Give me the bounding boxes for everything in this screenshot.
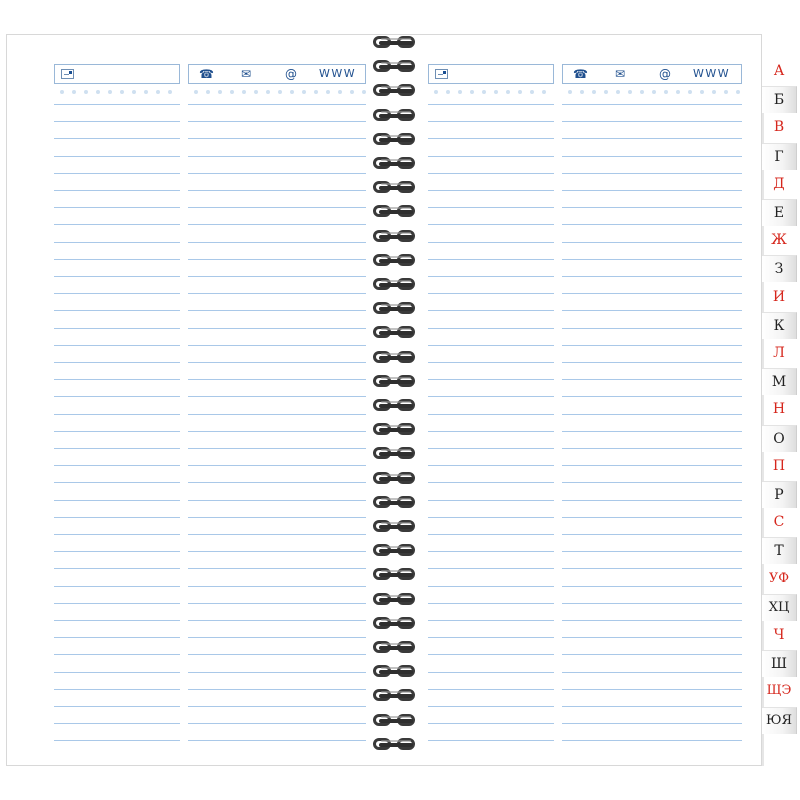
- left-name-header: [54, 64, 180, 84]
- rule-line: [54, 224, 180, 225]
- rule-line: [188, 156, 366, 157]
- rule-line: [428, 586, 554, 587]
- spiral-ring: [373, 60, 419, 74]
- rule-line: [54, 310, 180, 311]
- rule-line: [428, 740, 554, 741]
- dot: [434, 90, 438, 94]
- rule-line: [562, 156, 742, 157]
- rule-line: [188, 431, 366, 432]
- rule-line: [562, 482, 742, 483]
- rule-line: [428, 259, 554, 260]
- spiral-ring: [373, 351, 419, 365]
- rule-line: [188, 637, 366, 638]
- rule-line: [428, 637, 554, 638]
- rule-line: [188, 242, 366, 243]
- tab-19[interactable]: УФ: [768, 571, 790, 586]
- dot: [494, 90, 498, 94]
- rule-line: [562, 328, 742, 329]
- rule-line: [54, 500, 180, 501]
- rule-line: [54, 396, 180, 397]
- rule-line: [54, 431, 180, 432]
- tab-15[interactable]: П: [772, 458, 786, 474]
- name-card-icon: [435, 69, 448, 79]
- dot: [700, 90, 704, 94]
- dot: [604, 90, 608, 94]
- dot: [350, 90, 354, 94]
- rule-line: [188, 448, 366, 449]
- rule-line: [562, 310, 742, 311]
- rule-line: [188, 723, 366, 724]
- tab-6[interactable]: Е: [762, 199, 797, 226]
- rule-line: [54, 568, 180, 569]
- dot: [326, 90, 330, 94]
- dot: [482, 90, 486, 94]
- rule-line: [54, 586, 180, 587]
- dot: [506, 90, 510, 94]
- spiral-ring: [373, 617, 419, 631]
- rule-line: [188, 654, 366, 655]
- spiral-ring: [373, 278, 419, 292]
- rule-line: [428, 104, 554, 105]
- rule-line: [188, 706, 366, 707]
- tab-14[interactable]: О: [762, 425, 797, 452]
- rule-line: [188, 190, 366, 191]
- rule-line: [562, 637, 742, 638]
- rule-line: [188, 138, 366, 139]
- dot: [530, 90, 534, 94]
- dot: [724, 90, 728, 94]
- left-name-dots: [58, 90, 180, 96]
- rule-line: [562, 414, 742, 415]
- dot: [688, 90, 692, 94]
- dot: [254, 90, 258, 94]
- tab-21[interactable]: Ч: [773, 627, 785, 643]
- rule-line: [428, 414, 554, 415]
- rule-line: [54, 465, 180, 466]
- name-card-icon: [61, 69, 74, 79]
- dot: [640, 90, 644, 94]
- spiral-ring: [373, 568, 419, 582]
- left-contact-header: [188, 64, 366, 84]
- rule-line: [188, 672, 366, 673]
- rule-line: [562, 517, 742, 518]
- rule-line: [428, 224, 554, 225]
- rule-line: [428, 173, 554, 174]
- spiral-ring: [373, 84, 419, 98]
- tab-11[interactable]: Л: [773, 345, 785, 361]
- rule-line: [562, 173, 742, 174]
- rule-line: [54, 173, 180, 174]
- tab-23[interactable]: ЩЭ: [766, 683, 792, 698]
- rule-line: [428, 156, 554, 157]
- rule-line: [428, 345, 554, 346]
- spiral-ring: [373, 157, 419, 171]
- rule-line: [562, 293, 742, 294]
- rule-line: [188, 379, 366, 380]
- rule-line: [54, 620, 180, 621]
- rule-line: [54, 517, 180, 518]
- spiral-ring: [373, 593, 419, 607]
- www-label: WWW: [693, 67, 731, 80]
- rule-line: [54, 379, 180, 380]
- rule-line: [428, 706, 554, 707]
- spiral-ring: [373, 641, 419, 655]
- spiral-ring: [373, 326, 419, 340]
- tab-1[interactable]: А: [773, 63, 785, 79]
- dot: [616, 90, 620, 94]
- spiral-ring: [373, 254, 419, 268]
- at-icon: @: [659, 67, 671, 81]
- rule-line: [188, 276, 366, 277]
- dot: [72, 90, 76, 94]
- rule-line: [188, 121, 366, 122]
- dot: [518, 90, 522, 94]
- rule-line: [428, 362, 554, 363]
- www-label: WWW: [319, 67, 357, 80]
- spiral-ring: [373, 520, 419, 534]
- rule-line: [428, 465, 554, 466]
- rule-line: [54, 259, 180, 260]
- spiral-ring: [373, 496, 419, 510]
- dot: [132, 90, 136, 94]
- rule-line: [428, 568, 554, 569]
- rule-line: [428, 396, 554, 397]
- spiral-ring: [373, 230, 419, 244]
- rule-line: [188, 173, 366, 174]
- rule-line: [188, 414, 366, 415]
- rule-line: [54, 551, 180, 552]
- dot: [278, 90, 282, 94]
- dot: [458, 90, 462, 94]
- dot: [242, 90, 246, 94]
- dot: [84, 90, 88, 94]
- rule-line: [428, 500, 554, 501]
- tab-22[interactable]: Ш: [762, 650, 797, 677]
- rule-line: [188, 500, 366, 501]
- spiral-ring: [373, 738, 419, 752]
- right-name-header: [428, 64, 554, 84]
- rule-line: [562, 568, 742, 569]
- rule-line: [54, 482, 180, 483]
- rule-line: [562, 706, 742, 707]
- right-name-dots: [432, 90, 554, 96]
- tab-4[interactable]: Г: [762, 143, 797, 170]
- rule-line: [54, 121, 180, 122]
- rule-line: [562, 431, 742, 432]
- rule-line: [188, 551, 366, 552]
- spiral-ring: [373, 399, 419, 413]
- tab-5[interactable]: Д: [773, 176, 785, 192]
- rule-line: [188, 517, 366, 518]
- rule-line: [188, 345, 366, 346]
- rule-line: [562, 534, 742, 535]
- dot: [592, 90, 596, 94]
- dot: [266, 90, 270, 94]
- rule-line: [188, 293, 366, 294]
- dot: [664, 90, 668, 94]
- tab-24[interactable]: ЮЯ: [762, 707, 797, 734]
- rule-line: [188, 586, 366, 587]
- rule-line: [562, 104, 742, 105]
- dot: [302, 90, 306, 94]
- rule-line: [428, 138, 554, 139]
- dot: [230, 90, 234, 94]
- rule-line: [54, 637, 180, 638]
- rule-line: [428, 242, 554, 243]
- tab-20[interactable]: ХЦ: [762, 594, 797, 621]
- rule-line: [562, 654, 742, 655]
- spiral-ring: [373, 205, 419, 219]
- rule-line: [562, 345, 742, 346]
- rule-line: [562, 276, 742, 277]
- rule-line: [562, 207, 742, 208]
- dot: [108, 90, 112, 94]
- spiral-ring: [373, 689, 419, 703]
- rule-line: [562, 379, 742, 380]
- rule-line: [54, 138, 180, 139]
- rule-line: [562, 551, 742, 552]
- rule-line: [562, 448, 742, 449]
- tab-2[interactable]: Б: [762, 86, 797, 113]
- rule-line: [428, 276, 554, 277]
- rule-line: [428, 207, 554, 208]
- rule-line: [188, 362, 366, 363]
- spiral-ring: [373, 544, 419, 558]
- rule-line: [428, 190, 554, 191]
- rule-line: [562, 500, 742, 501]
- rule-line: [562, 603, 742, 604]
- spiral-ring: [373, 181, 419, 195]
- tab-13[interactable]: Н: [772, 401, 786, 417]
- rule-line: [428, 379, 554, 380]
- rule-line: [562, 259, 742, 260]
- rule-line: [428, 672, 554, 673]
- rule-line: [562, 620, 742, 621]
- dot: [676, 90, 680, 94]
- rule-line: [562, 362, 742, 363]
- dot: [628, 90, 632, 94]
- spiral-ring: [373, 665, 419, 679]
- rule-line: [562, 740, 742, 741]
- tab-3[interactable]: В: [773, 119, 785, 135]
- dot: [60, 90, 64, 94]
- rule-line: [54, 706, 180, 707]
- tab-12[interactable]: М: [762, 368, 797, 395]
- rule-line: [188, 482, 366, 483]
- dot: [652, 90, 656, 94]
- rule-line: [188, 396, 366, 397]
- dot: [712, 90, 716, 94]
- rule-line: [562, 689, 742, 690]
- rule-line: [188, 328, 366, 329]
- dot: [206, 90, 210, 94]
- dot: [580, 90, 584, 94]
- rule-line: [562, 242, 742, 243]
- rule-line: [188, 104, 366, 105]
- rule-line: [188, 568, 366, 569]
- rule-line: [562, 396, 742, 397]
- rule-line: [54, 654, 180, 655]
- rule-line: [562, 138, 742, 139]
- rule-line: [54, 293, 180, 294]
- rule-line: [428, 551, 554, 552]
- rule-line: [188, 689, 366, 690]
- mail-icon: ✉: [241, 67, 252, 81]
- dot: [338, 90, 342, 94]
- rule-line: [562, 723, 742, 724]
- spiral-ring: [373, 302, 419, 316]
- rule-line: [188, 310, 366, 311]
- spiral-ring: [373, 133, 419, 147]
- rule-line: [54, 448, 180, 449]
- rule-line: [188, 465, 366, 466]
- rule-line: [54, 689, 180, 690]
- rule-line: [562, 190, 742, 191]
- rule-line: [428, 689, 554, 690]
- mail-icon: ✉: [615, 67, 626, 81]
- tab-7[interactable]: Ж: [771, 232, 787, 248]
- dot: [218, 90, 222, 94]
- rule-line: [428, 431, 554, 432]
- rule-line: [562, 672, 742, 673]
- rule-line: [54, 362, 180, 363]
- rule-line: [54, 603, 180, 604]
- phone-icon: ☎: [573, 67, 588, 81]
- dot: [120, 90, 124, 94]
- rule-line: [54, 104, 180, 105]
- rule-line: [428, 121, 554, 122]
- rule-line: [54, 156, 180, 157]
- rule-line: [562, 465, 742, 466]
- rule-line: [428, 534, 554, 535]
- left-contact-dots: [192, 90, 366, 96]
- rule-line: [428, 482, 554, 483]
- rule-line: [428, 310, 554, 311]
- spiral-ring: [373, 423, 419, 437]
- tab-9[interactable]: И: [772, 289, 786, 305]
- rule-line: [428, 328, 554, 329]
- dot: [568, 90, 572, 94]
- spiral-ring: [373, 472, 419, 486]
- rule-line: [54, 534, 180, 535]
- rule-line: [54, 345, 180, 346]
- spiral-ring: [373, 714, 419, 728]
- rule-line: [188, 207, 366, 208]
- rule-line: [54, 242, 180, 243]
- spiral-ring: [373, 109, 419, 123]
- rule-line: [188, 534, 366, 535]
- dot: [290, 90, 294, 94]
- spiral-ring: [373, 36, 419, 50]
- dot: [144, 90, 148, 94]
- phone-icon: ☎: [199, 67, 214, 81]
- rule-line: [428, 603, 554, 604]
- rule-line: [188, 620, 366, 621]
- rule-line: [428, 723, 554, 724]
- rule-line: [54, 672, 180, 673]
- rule-line: [188, 259, 366, 260]
- dot: [156, 90, 160, 94]
- dot: [446, 90, 450, 94]
- tab-17[interactable]: С: [773, 514, 785, 530]
- dot: [96, 90, 100, 94]
- rule-line: [54, 207, 180, 208]
- dot: [542, 90, 546, 94]
- rule-line: [562, 121, 742, 122]
- rule-line: [562, 586, 742, 587]
- rule-line: [428, 654, 554, 655]
- rule-line: [562, 224, 742, 225]
- spiral-ring: [373, 375, 419, 389]
- dot: [194, 90, 198, 94]
- rule-line: [188, 224, 366, 225]
- at-icon: @: [285, 67, 297, 81]
- dot: [168, 90, 172, 94]
- rule-line: [54, 414, 180, 415]
- rule-line: [54, 328, 180, 329]
- rule-line: [54, 276, 180, 277]
- right-contact-header: [562, 64, 742, 84]
- tab-16[interactable]: Р: [762, 481, 797, 508]
- rule-line: [54, 190, 180, 191]
- rule-line: [54, 723, 180, 724]
- rule-line: [428, 620, 554, 621]
- tab-8[interactable]: З: [762, 255, 797, 282]
- tab-18[interactable]: Т: [762, 537, 797, 564]
- tab-10[interactable]: К: [762, 312, 797, 339]
- dot: [362, 90, 366, 94]
- dot: [736, 90, 740, 94]
- rule-line: [428, 517, 554, 518]
- rule-line: [54, 740, 180, 741]
- rule-line: [188, 603, 366, 604]
- spiral-ring: [373, 447, 419, 461]
- right-contact-dots: [566, 90, 742, 96]
- rule-line: [188, 740, 366, 741]
- dot: [314, 90, 318, 94]
- dot: [470, 90, 474, 94]
- rule-line: [428, 293, 554, 294]
- rule-line: [428, 448, 554, 449]
